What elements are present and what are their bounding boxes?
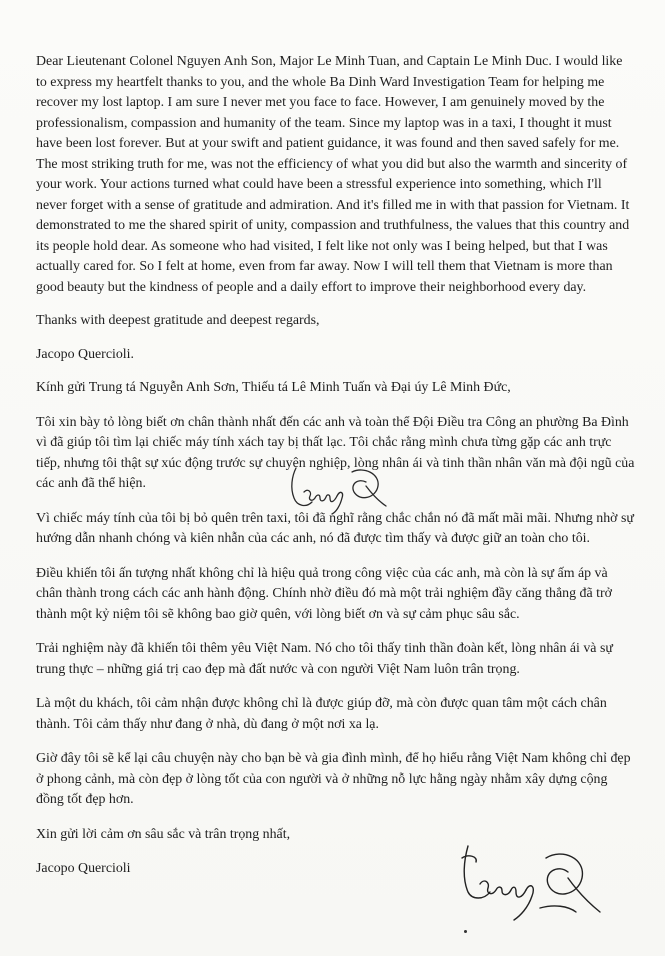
vietnamese-paragraph-6: Giờ đây tôi sẽ kể lại câu chuyện này cho bạn bè và gia đình mình, để họ hiểu rằng Việt Nam không chỉ đẹp ở phong cảnh, mà còn đẹp ở lòng tốt của con người và ở những nỗ lực hằng ngày nhằm xây dựng cộng đồng tốt đẹp hơn. <box>36 751 631 807</box>
vietnamese-paragraph-4: Trải nghiệm này đã khiến tôi thêm yêu Việt Nam. Nó cho tôi thấy tinh thần đoàn kết, lòng nhân ái và sự trung thực – những giá trị cao đẹp mà đất nước và con người Việt Nam luôn trân trọng. <box>36 641 613 677</box>
english-paragraph: Dear Lieutenant Colonel Nguyen Anh Son, Major Le Minh Tuan, and Captain Le Minh Duc. I would like to express my heartfelt thanks to you, and the whole Ba Dinh Ward Investigation Team for helping me recover my lost laptop. I am sure I never met you face to face. However, I am genuinely moved by the professionalism, compassion and humanity of the team. Since my laptop was in a taxi, I thought it must have been lost forever. But at your swift and patient guidance, it was found and then saved safely for me. The most striking truth for me, was not the efficiency of what you did but also the warmth and sincerity of your work. Your actions turned what could have been a stressful experience into something, which I'll never forget with a sense of gratitude and admiration. And it's filled me in with that passion for Vietnam. It demonstrated to me the shared spirit of unity, compassion and truthfulness, the values that this country and its people hold dear. As someone who had visited, I felt like not only was I being helped, but that I was actually cared for. So I felt at home, even from far away. Now I will tell them that Vietnam is more than good beauty but the kindness of people and a daily effort to improve their neighborhood every day. <box>36 54 630 295</box>
english-signature-name: Jacopo Quercioli. <box>36 346 134 362</box>
vietnamese-paragraph-2: Vì chiếc máy tính của tôi bị bỏ quên trên taxi, tôi đã nghĩ rằng chắc chắn nó đã mất mãi mãi. Nhưng nhờ sự hướng dẫn nhanh chóng và kiên nhẫn của các anh, nó đã được tìm thấy và được giữ an toàn cho tôi. <box>36 510 634 546</box>
vietnamese-closing: Xin gửi lời cảm ơn sâu sắc và trân trọng nhất, <box>36 826 291 842</box>
vietnamese-paragraph-1: Tôi xin bày tỏ lòng biết ơn chân thành nhất đến các anh và toàn thể Đội Điều tra Công an phường Ba Đình vì đã giúp tôi tìm lại chiếc máy tính xách tay bị thất lạc. Tôi chắc rằng mình chưa từng gặp các anh trực tiếp, nhưng tôi thật sự xúc động trước sự chuyên nghiệp, lòng nhân ái và tinh thần nhân văn mà đội ngũ của các anh đã thể hiện. <box>36 414 635 491</box>
vietnamese-paragraph-5: Là một du khách, tôi cảm nhận được không chỉ là được giúp đỡ, mà còn được quan tâm một cách chân thành. Tôi cảm thấy như đang ở nhà, dù đang ở một nơi xa lạ. <box>36 696 607 732</box>
vietnamese-paragraph-3: Điều khiến tôi ấn tượng nhất không chỉ là hiệu quả trong công việc của các anh, mà còn là sự ấm áp và chân thành trong cách các anh hành động. Chính nhờ điều đó mà một trải nghiệm đầy căng thẳng đã trở thành một kỷ niệm tôi sẽ không bao giờ quên, với lòng biết ơn và sự cảm phục sâu sắc. <box>36 565 612 622</box>
english-closing: Thanks with deepest gratitude and deepest regards, <box>36 313 320 328</box>
handwritten-signature-mid <box>282 462 392 520</box>
ink-dot <box>464 930 467 933</box>
handwritten-signature-bottom <box>456 838 606 930</box>
vietnamese-greeting: Kính gửi Trung tá Nguyễn Anh Sơn, Thiếu tá Lê Minh Tuấn và Đại úy Lê Minh Đức, <box>36 380 511 395</box>
vietnamese-signature-name: Jacopo Quercioli <box>36 861 131 876</box>
